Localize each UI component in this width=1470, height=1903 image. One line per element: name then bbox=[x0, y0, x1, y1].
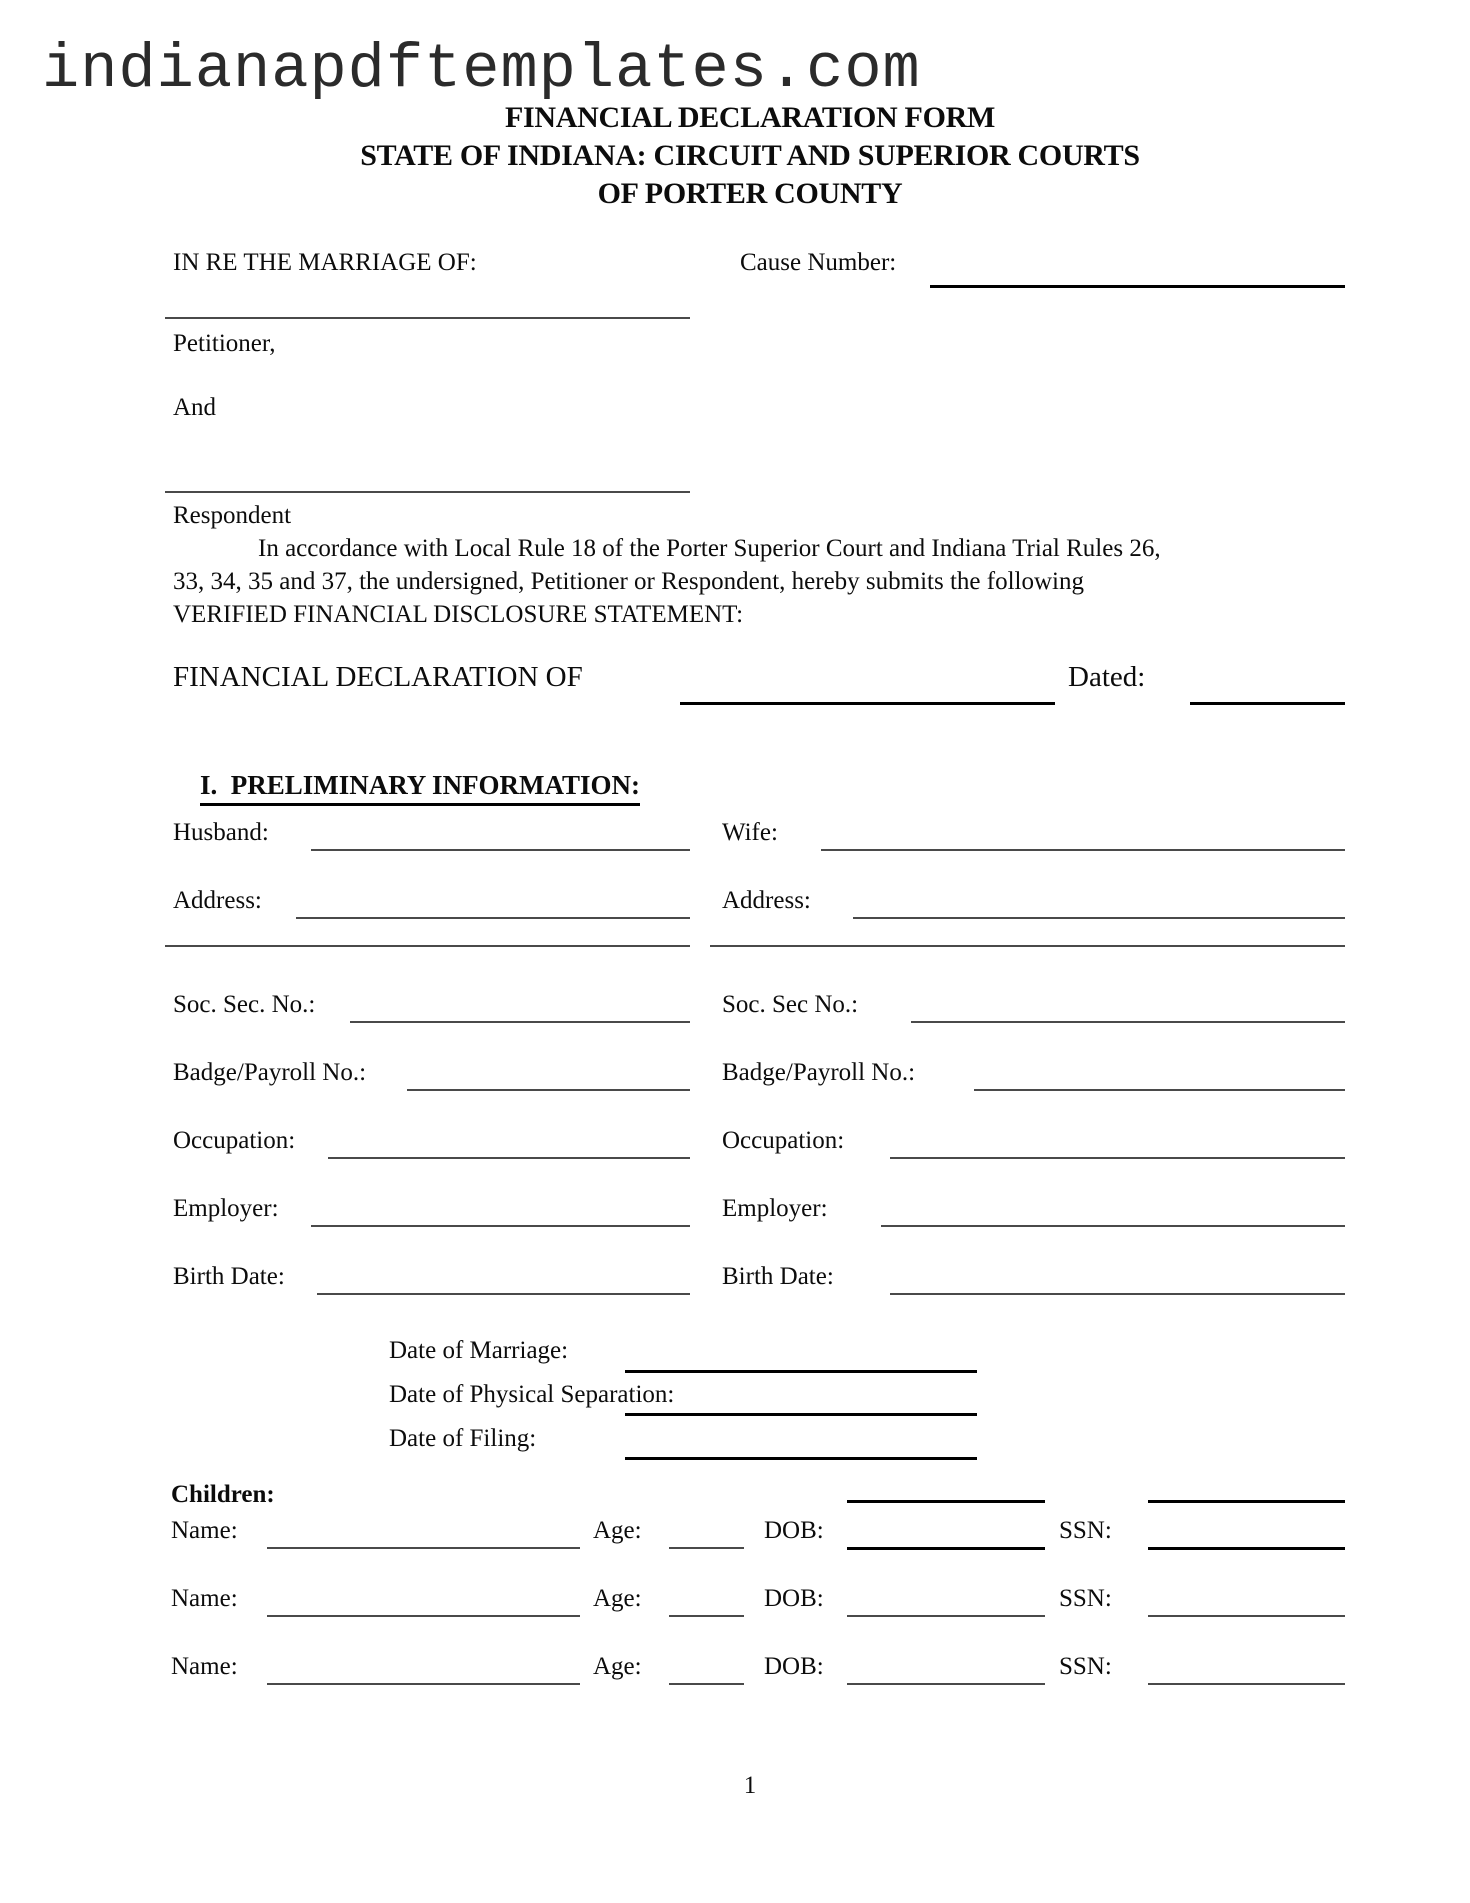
child1-dob-field[interactable] bbox=[847, 1517, 1045, 1550]
declarant-name-field[interactable] bbox=[680, 672, 1055, 705]
husband-ssn-field[interactable] bbox=[350, 991, 690, 1023]
husband-label: Husband: bbox=[173, 819, 269, 846]
child2-ssn-field[interactable] bbox=[1148, 1585, 1345, 1617]
child2-dob-field[interactable] bbox=[847, 1585, 1045, 1617]
wife-occupation-label: Occupation: bbox=[722, 1127, 845, 1154]
date-of-filing-field[interactable] bbox=[625, 1427, 977, 1460]
child2-age-field[interactable] bbox=[669, 1585, 744, 1617]
date-of-marriage-label: Date of Marriage: bbox=[389, 1337, 569, 1364]
husband-address-label: Address: bbox=[173, 887, 262, 914]
date-of-marriage-field[interactable] bbox=[625, 1340, 977, 1373]
husband-badge-label: Badge/Payroll No.: bbox=[173, 1059, 367, 1086]
child2-name-field[interactable] bbox=[267, 1585, 580, 1617]
financial-declaration-of-label: FINANCIAL DECLARATION OF bbox=[173, 661, 583, 693]
wife-employer-label: Employer: bbox=[722, 1195, 828, 1222]
date-of-separation-field[interactable] bbox=[625, 1383, 977, 1416]
county-title: OF PORTER COUNTY bbox=[597, 177, 903, 210]
respondent-label: Respondent bbox=[173, 502, 292, 529]
child3-age-label: Age: bbox=[593, 1653, 642, 1680]
wife-employer-field[interactable] bbox=[881, 1195, 1345, 1227]
child1-ssn-field[interactable] bbox=[1148, 1517, 1345, 1550]
petitioner-label: Petitioner, bbox=[173, 330, 276, 357]
child1-age-label: Age: bbox=[593, 1517, 642, 1544]
wife-ssn-field[interactable] bbox=[911, 991, 1345, 1023]
wife-label: Wife: bbox=[722, 819, 778, 846]
child1-age-field[interactable] bbox=[669, 1517, 744, 1549]
husband-name-field[interactable] bbox=[311, 819, 690, 851]
date-of-filing-label: Date of Filing: bbox=[389, 1425, 537, 1452]
child3-dob-label: DOB: bbox=[764, 1653, 824, 1680]
wife-name-field[interactable] bbox=[821, 819, 1345, 851]
husband-address2-field[interactable] bbox=[165, 915, 690, 947]
child3-age-field[interactable] bbox=[669, 1653, 744, 1685]
child2-name-label: Name: bbox=[171, 1585, 238, 1612]
dated-label: Dated: bbox=[1068, 661, 1146, 693]
husband-occupation-field[interactable] bbox=[328, 1127, 690, 1159]
husband-badge-field[interactable] bbox=[407, 1059, 690, 1091]
husband-employer-label: Employer: bbox=[173, 1195, 279, 1222]
child2-dob-label: DOB: bbox=[764, 1585, 824, 1612]
wife-birthdate-label: Birth Date: bbox=[722, 1263, 834, 1290]
husband-employer-field[interactable] bbox=[311, 1195, 690, 1227]
cause-number-field[interactable] bbox=[930, 255, 1345, 288]
child3-ssn-label: SSN: bbox=[1059, 1653, 1112, 1680]
intro-line-3: VERIFIED FINANCIAL DISCLOSURE STATEMENT: bbox=[173, 601, 744, 628]
wife-address2-field[interactable] bbox=[710, 915, 1345, 947]
wife-badge-label: Badge/Payroll No.: bbox=[722, 1059, 916, 1086]
wife-occupation-field[interactable] bbox=[890, 1127, 1345, 1159]
husband-occupation-label: Occupation: bbox=[173, 1127, 296, 1154]
intro-line-2: 33, 34, 35 and 37, the undersigned, Petitioner or Respondent, hereby submits the following bbox=[173, 568, 1084, 595]
watermark-text: indianapdftemplates.com bbox=[42, 34, 921, 105]
wife-address-label: Address: bbox=[722, 887, 811, 914]
husband-ssn-label: Soc. Sec. No.: bbox=[173, 991, 316, 1018]
children-heading: Children: bbox=[171, 1481, 275, 1508]
petitioner-name-field[interactable] bbox=[165, 287, 690, 319]
child3-name-label: Name: bbox=[171, 1653, 238, 1680]
husband-birthdate-label: Birth Date: bbox=[173, 1263, 285, 1290]
child2-age-label: Age: bbox=[593, 1585, 642, 1612]
wife-birthdate-field[interactable] bbox=[890, 1263, 1345, 1295]
child1-ssn-label: SSN: bbox=[1059, 1517, 1112, 1544]
date-of-separation-label: Date of Physical Separation: bbox=[389, 1381, 675, 1408]
stray-ssn-rule bbox=[1148, 1500, 1345, 1503]
stray-dob-rule bbox=[847, 1500, 1045, 1503]
court-title: STATE OF INDIANA: CIRCUIT AND SUPERIOR COURTS bbox=[360, 139, 1140, 172]
child2-ssn-label: SSN: bbox=[1059, 1585, 1112, 1612]
dated-field[interactable] bbox=[1190, 672, 1345, 705]
wife-ssn-label: Soc. Sec No.: bbox=[722, 991, 859, 1018]
wife-badge-field[interactable] bbox=[974, 1059, 1345, 1091]
child1-dob-label: DOB: bbox=[764, 1517, 824, 1544]
child1-name-field[interactable] bbox=[267, 1517, 580, 1549]
husband-birthdate-field[interactable] bbox=[317, 1263, 690, 1295]
page-number: 1 bbox=[743, 1772, 757, 1799]
and-label: And bbox=[173, 394, 217, 421]
form-title: FINANCIAL DECLARATION FORM bbox=[505, 101, 995, 134]
cause-number-label: Cause Number: bbox=[740, 249, 897, 276]
child3-name-field[interactable] bbox=[267, 1653, 580, 1685]
child1-name-label: Name: bbox=[171, 1517, 238, 1544]
in-re-marriage-label: IN RE THE MARRIAGE OF: bbox=[173, 249, 477, 276]
respondent-name-field[interactable] bbox=[165, 461, 690, 493]
child3-dob-field[interactable] bbox=[847, 1653, 1045, 1685]
preliminary-information-heading-text: I. PRELIMINARY INFORMATION: bbox=[200, 770, 640, 806]
intro-line-1: In accordance with Local Rule 18 of the Porter Superior Court and Indiana Trial Rules 26, bbox=[258, 535, 1161, 562]
child3-ssn-field[interactable] bbox=[1148, 1653, 1345, 1685]
